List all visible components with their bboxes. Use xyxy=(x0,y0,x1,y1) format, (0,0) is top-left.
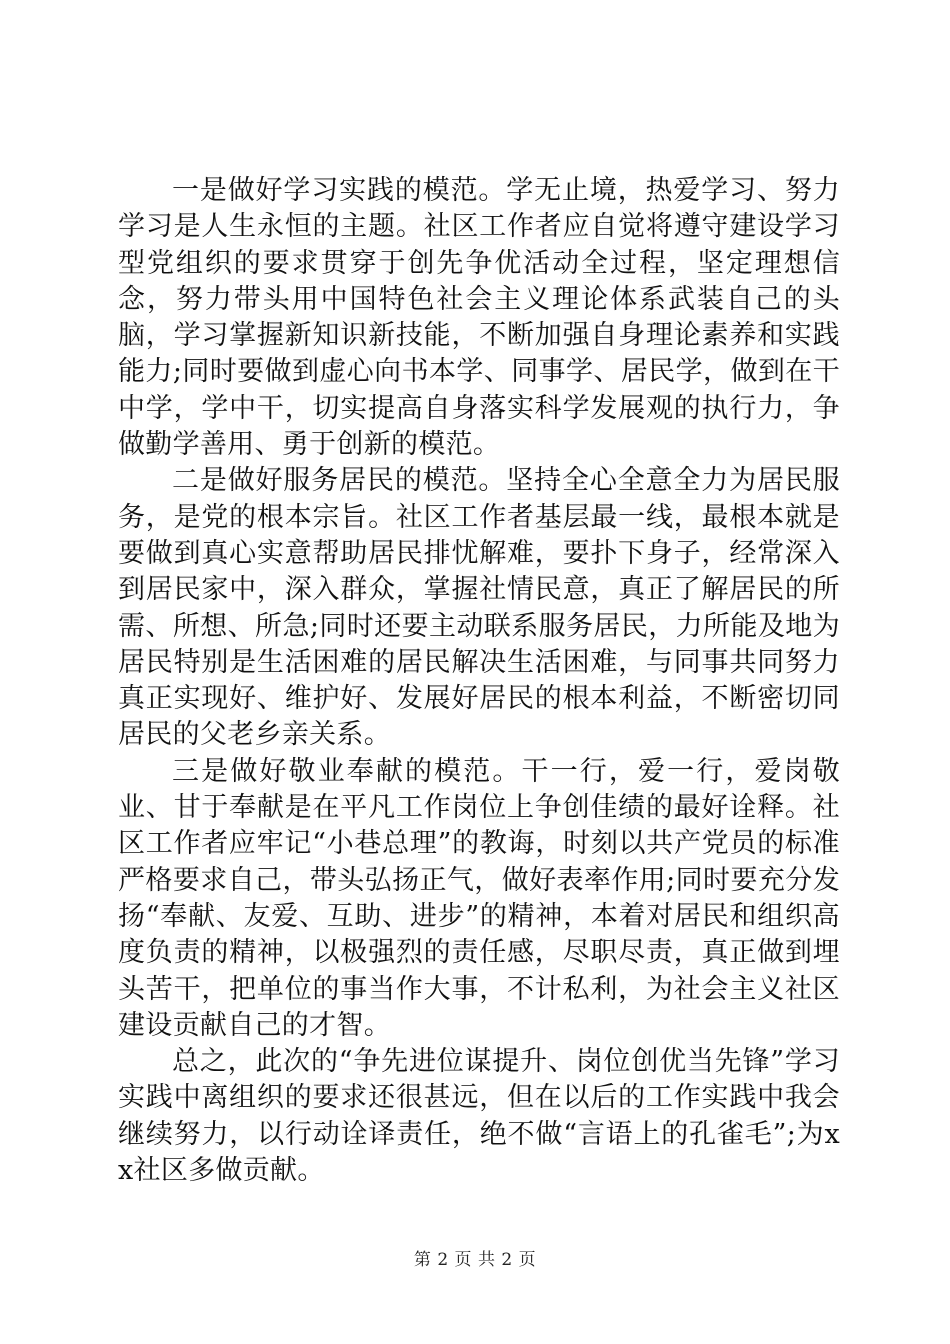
paragraph-dedication: 三是做好敬业奉献的模范。干一行，爱一行，爱岗敬业、甘于奉献是在平凡工作岗位上争创佳绩的最好诠释。社区工作者应牢记“小巷总理”的教诲，时刻以共产党员的标准严格要求自己，带头弘扬正气，做好表率作用;同时要充分发扬“奉献、友爱、互助、进步”的精神，本着对居民和组织高度负责的精神，以极强烈的责任感，尽职尽责，真正做到埋头苦干，把单位的事当作大事，不计私利，为社会主义社区建设贡献自己的才智。 xyxy=(118,755,840,1041)
paragraph-conclusion: 总之，此次的“争先进位谋提升、岗位创优当先锋”学习实践中离组织的要求还很甚远，但在以后的工作实践中我会继续努力，以行动诠译责任，绝不做“言语上的孔雀毛”;为xx社区多做贡献。 xyxy=(118,1046,840,1187)
page-footer: 第 2 页 共 2 页 xyxy=(413,1250,537,1270)
document-body xyxy=(118,173,840,1189)
paragraph-study-practice: 一是做好学习实践的模范。学无止境，热爱学习、努力学习是人生永恒的主题。社区工作者应自觉将遵守建设学习型党组织的要求贯穿于创先争优活动全过程，坚定理想信念，努力带头用中国特色社会主义理论体系武装自己的头脑，学习掌握新知识新技能，不断加强自身理论素养和实践能力;同时要做到虚心向书本学、同事学、居民学，做到在干中学，学中干，切实提高自身落实科学发展观的执行力，争做勤学善用、勇于创新的模范。 xyxy=(118,175,840,461)
paragraph-serve-residents: 二是做好服务居民的模范。坚持全心全意全力为居民服务，是党的根本宗旨。社区工作者基层最一线，最根本就是要做到真心实意帮助居民排忧解难，要扑下身子，经常深入到居民家中，深入群众，掌握社情民意，真正了解居民的所需、所想、所急;同时还要主动联系服务居民，力所能及地为居民特别是生活困难的居民解决生活困难，与同事共同努力真正实现好、维护好、发展好居民的根本利益，不断密切同居民的父老乡亲关系。 xyxy=(118,465,840,751)
